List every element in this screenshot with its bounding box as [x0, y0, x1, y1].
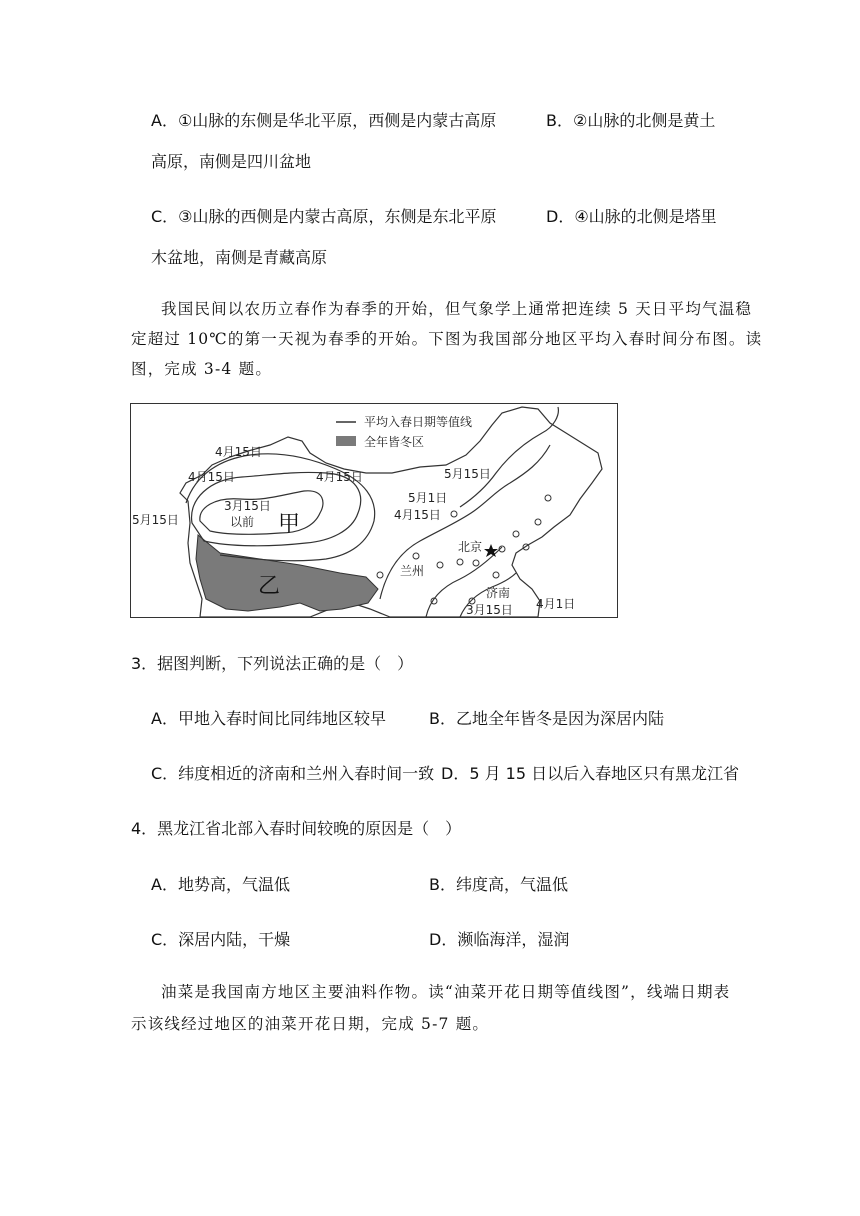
label-yi: 乙 [258, 574, 281, 599]
q2-option-b-cont: 高原，南侧是四川盆地 [151, 152, 312, 171]
label-apr15-d: 4月15日 [394, 508, 441, 522]
label-lanzhou: 兰州 [400, 564, 425, 578]
label-mar15-a: 3月15日 [224, 499, 271, 513]
q2-option-b: B．②山脉的北侧是黄土 [546, 111, 716, 130]
legend-area-label: 全年皆冬区 [364, 435, 425, 449]
intro-spring-line3: 图，完成 3-4 题。 [131, 360, 273, 378]
label-apr15-a: 4月15日 [215, 445, 262, 459]
label-beijing: 北京 [458, 540, 483, 554]
q2-option-d: D．④山脉的北侧是塔里 [546, 207, 717, 226]
label-apr15-c: 4月15日 [316, 470, 363, 484]
spring-onset-map [130, 403, 618, 618]
q4-stem: 4．黑龙江省北部入春时间较晚的原因是（ ） [131, 819, 462, 838]
legend-line-label: 平均入春日期等值线 [364, 415, 473, 429]
label-apr15-b: 4月15日 [188, 470, 235, 484]
legend-area-swatch [336, 436, 356, 446]
q4-option-a: A．地势高，气温低 [151, 875, 290, 894]
label-mar15-east: 3月15日 [466, 603, 513, 617]
intro-spring-line1: 我国民间以农历立春作为春季的开始，但气象学上通常把连续 5 天日平均气温稳 [161, 300, 753, 318]
intro-rape-line1: 油菜是我国南方地区主要油料作物。读“油菜开花日期等值线图”，线端日期表 [161, 983, 731, 1001]
q2-option-c: C．③山脉的西侧是内蒙古高原，东侧是东北平原 [151, 207, 497, 226]
map-svg [130, 403, 618, 618]
label-may15-ne: 5月15日 [444, 467, 491, 481]
label-jia: 甲 [278, 512, 301, 537]
label-mar15-a-before: 以前 [230, 515, 255, 529]
q4-option-d: D．濒临海洋，湿润 [429, 930, 570, 949]
q3-option-c: C．纬度相近的济南和兰州入春时间一致 [151, 764, 435, 783]
intro-rape-line2: 示该线经过地区的油菜开花日期，完成 5-7 题。 [131, 1015, 490, 1033]
q3-option-d: D．5 月 15 日以后入春地区只有黑龙江省 [441, 764, 740, 783]
label-jinan: 济南 [486, 586, 511, 600]
q3-option-b: B．乙地全年皆冬是因为深居内陆 [429, 709, 664, 728]
q3-stem: 3．据图判断，下列说法正确的是（ ） [131, 654, 414, 673]
q3-option-a: A．甲地入春时间比同纬地区较早 [151, 709, 386, 728]
q4-option-b: B．纬度高，气温低 [429, 875, 568, 894]
label-may15-west: 5月15日 [132, 513, 179, 527]
label-may1: 5月1日 [408, 491, 448, 505]
intro-spring-line2: 定超过 10℃的第一天视为春季的开始。下图为我国部分地区平均入春时间分布图。读 [131, 330, 763, 348]
label-apr1: 4月1日 [536, 597, 576, 611]
q2-option-a: A．①山脉的东侧是华北平原，西侧是内蒙古高原 [151, 111, 497, 130]
q2-option-d-cont: 木盆地，南侧是青藏高原 [151, 248, 328, 267]
q4-option-c: C．深居内陆，干燥 [151, 930, 291, 949]
